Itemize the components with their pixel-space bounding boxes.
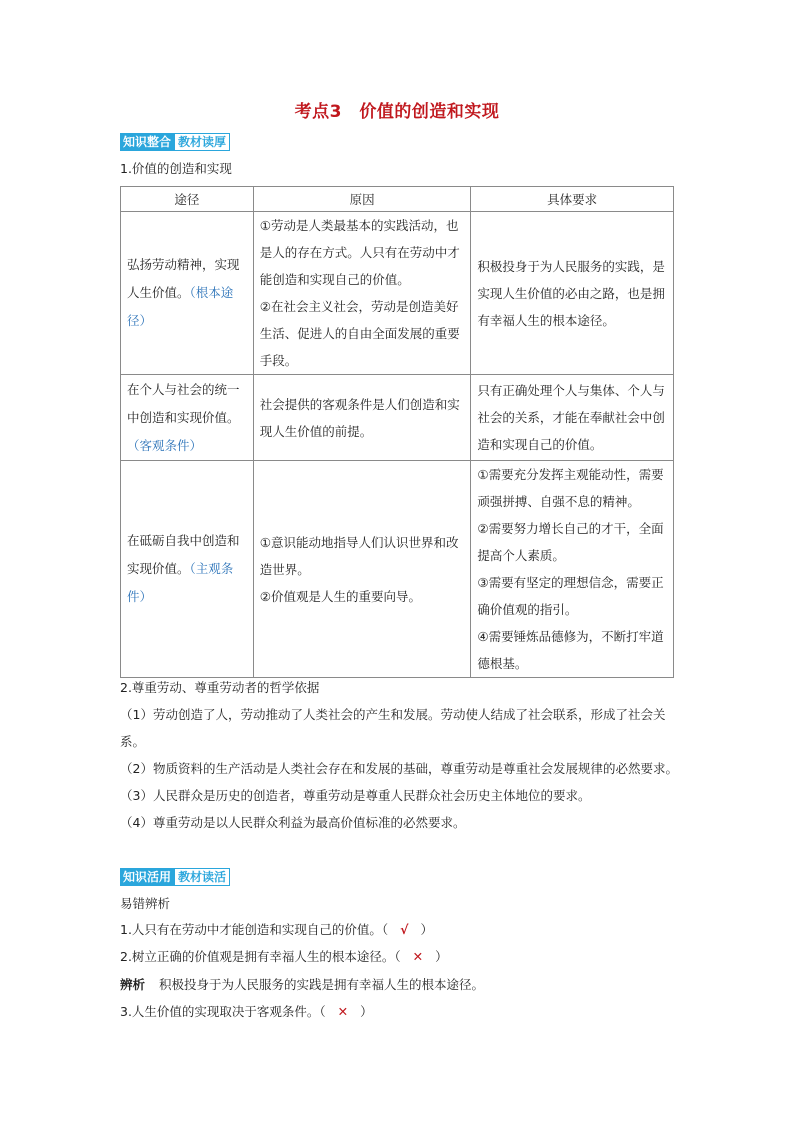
reason-item: ①意识能动地指导人们认识世界和改造世界。 (259, 534, 459, 577)
tag-textbook-read-active: 教材读活 (174, 868, 230, 886)
analysis-text: 积极投身于为人民服务的实践是拥有幸福人生的根本途径。 (159, 977, 485, 992)
question-text: 1.人只有在劳动中才能创造和实现自己的价值。（ (120, 922, 389, 937)
path-note: （主观条件） (127, 561, 234, 604)
requirement-item: ②需要努力增长自己的才干，全面提高个人素质。 (477, 521, 664, 563)
value-creation-table (120, 186, 674, 678)
answer-check-mark: √ (400, 922, 409, 937)
answer-cross-mark: ✕ (412, 949, 424, 964)
reason-item: ②在社会主义社会，劳动是创造美好生活、促进人的自由全面发展的重要手段。 (259, 299, 460, 368)
path-cell (121, 375, 254, 461)
reason-cell (253, 375, 471, 461)
table-row (121, 212, 674, 375)
path-cell (121, 212, 254, 375)
question-text: 2.树立正确的价值观是拥有幸福人生的根本途径。（ (120, 949, 401, 964)
table-row (121, 461, 674, 678)
question-2 (120, 947, 448, 967)
analysis-label: 辨析 (120, 977, 146, 992)
path-note: （根本途径） (127, 285, 234, 328)
path-text: 在个人与社会的统一中创造和实现价值。 (127, 381, 240, 425)
table-header-row (121, 187, 674, 212)
philosophy-basis-list (120, 701, 680, 836)
reason-cell (253, 461, 471, 678)
path-cell (121, 461, 254, 678)
section-tag-apply (120, 868, 230, 886)
question-3 (120, 1002, 373, 1022)
reason-item: ①劳动是人类最基本的实践活动，也是人的存在方式。人只有在劳动中才能创造和实现自己的价值。 (259, 218, 460, 287)
table-header: 途径 (121, 187, 254, 212)
answer-cross-mark: ✕ (337, 1004, 349, 1019)
list-item: （1）劳动创造了人，劳动推动了人类社会的产生和发展。劳动使人结成了社会联系，形成了社会关系。 (120, 707, 666, 749)
path-text: 在砥砺自我中创造和实现价值。 (127, 533, 240, 576)
table-header: 原因 (253, 187, 471, 212)
analysis-line (120, 975, 484, 995)
path-text: 弘扬劳动精神，实现人生价值。 (127, 257, 240, 300)
requirement-item: 积极投身于为人民服务的实践，是实现人生价值的必由之路，也是拥有幸福人生的根本途径。 (477, 258, 665, 328)
requirement-cell (471, 212, 674, 375)
section-heading-2: 2.尊重劳动、尊重劳动者的哲学依据 (120, 680, 320, 695)
list-item: （2）物质资料的生产活动是人类社会存在和发展的基础，尊重劳动是尊重社会发展规律的必然要求。 (120, 761, 678, 776)
reason-cell (253, 212, 471, 375)
error-analysis-title: 易错辨析 (120, 896, 171, 911)
requirement-item: ③需要有坚定的理想信念，需要正确价值观的指引。 (477, 575, 664, 617)
requirement-item: ①需要充分发挥主观能动性，需要顽强拼搏、自强不息的精神。 (477, 467, 664, 509)
tag-knowledge-application: 知识活用 (120, 868, 174, 886)
question-close: ） (420, 922, 434, 937)
question-1 (120, 920, 433, 940)
page-title: 考点3 价值的创造和实现 (294, 102, 500, 122)
table-row (121, 375, 674, 461)
question-close: ） (360, 1004, 373, 1019)
tag-knowledge-integration: 知识整合 (120, 133, 174, 151)
question-text: 3.人生价值的实现取决于客观条件。（ (120, 1004, 326, 1019)
tag-textbook-read-thick: 教材读厚 (174, 133, 230, 151)
requirement-item: 只有正确处理个人与集体、个人与社会的关系，才能在奉献社会中创造和实现自己的价值。 (477, 383, 665, 452)
requirement-item: ④需要锤炼品德修为，不断打牢道德根基。 (477, 629, 664, 671)
list-item: （3）人民群众是历史的创造者，尊重劳动是尊重人民群众社会历史主体地位的要求。 (120, 788, 591, 803)
section-tag-integrate (120, 133, 230, 151)
path-note: （客观条件） (127, 437, 203, 453)
list-item: （4）尊重劳动是以人民群众利益为最高价值标准的必然要求。 (120, 815, 466, 830)
requirement-cell (471, 461, 674, 678)
question-close: ） (435, 949, 448, 964)
reason-item: ②价值观是人生的重要向导。 (259, 588, 421, 604)
section-heading-1: 1.价值的创造和实现 (120, 161, 232, 176)
requirement-cell (471, 375, 674, 461)
reason-item: 社会提供的客观条件是人们创造和实现人生价值的前提。 (259, 396, 460, 439)
table-header: 具体要求 (471, 187, 674, 212)
